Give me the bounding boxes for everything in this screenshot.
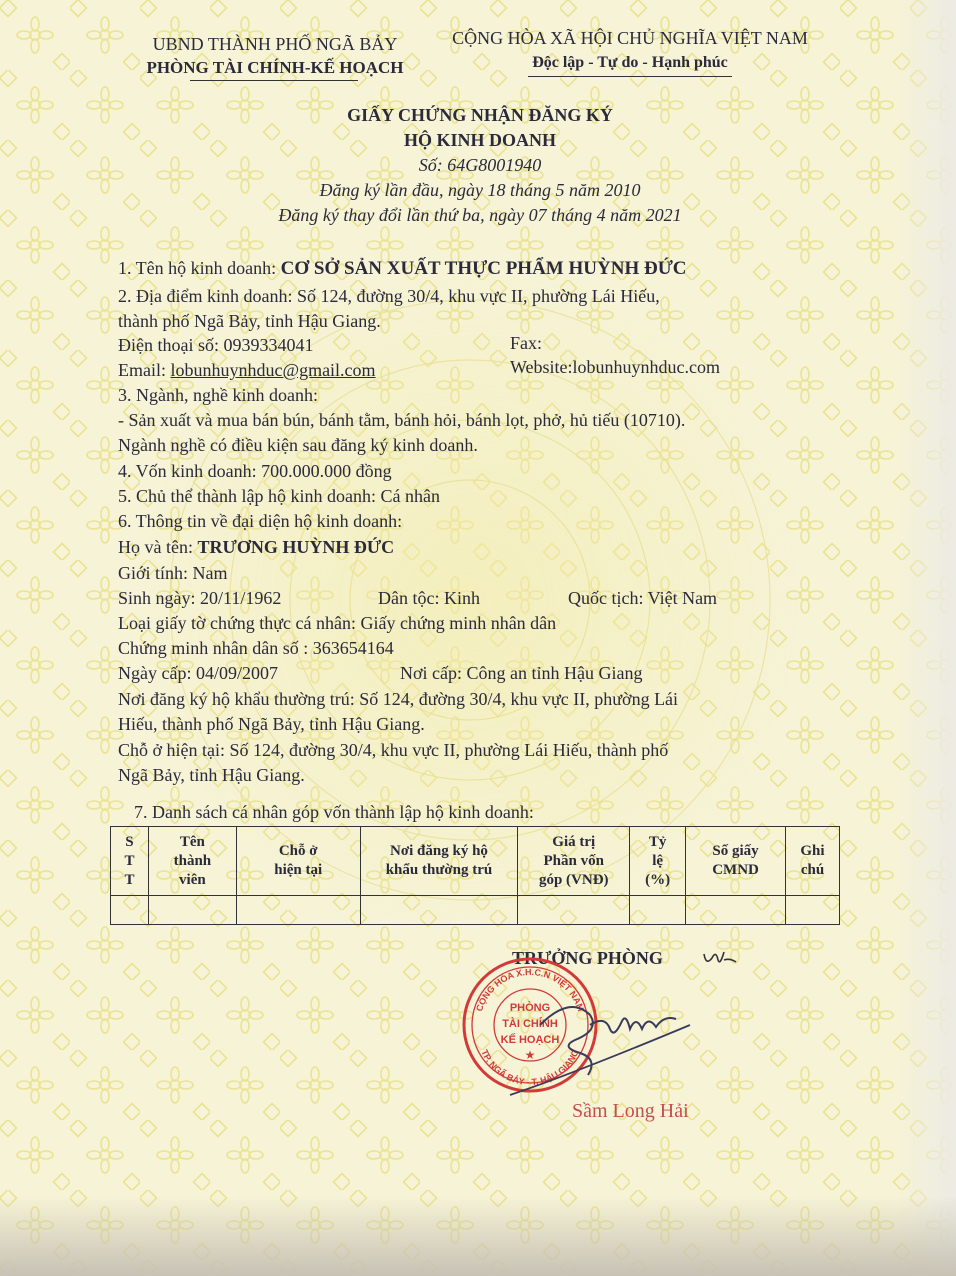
representative-name-label: Họ và tên: xyxy=(118,537,198,557)
business-email-label: Email: xyxy=(118,360,171,380)
issuer-line-1: UBND THÀNH PHỐ NGÃ BẢY xyxy=(152,34,398,54)
members-table-header-row xyxy=(111,827,840,896)
representative-id-number: Chứng minh nhân dân số : 363654164 xyxy=(118,638,394,658)
representative-heading: 6. Thông tin về đại diện hộ kinh doanh: xyxy=(118,511,403,531)
members-table-body xyxy=(111,896,840,925)
business-email-line xyxy=(118,360,376,381)
table-cell xyxy=(518,896,630,925)
sector-item: - Sản xuất và mua bán bún, bánh tằm, bánh hỏi, bánh lọt, phở, hủ tiếu (10710). xyxy=(118,410,686,430)
table-cell xyxy=(630,896,686,925)
first-registration-date: Đăng ký lần đầu, ngày 18 tháng 5 năm 2010 xyxy=(319,180,641,200)
representative-nationality: Quốc tịch: Việt Nam xyxy=(568,588,718,608)
column-header-text: CMND xyxy=(712,862,759,878)
members-table xyxy=(110,826,840,925)
svg-text:TÀI CHÍNH: TÀI CHÍNH xyxy=(502,1018,558,1030)
handwritten-signature xyxy=(480,985,700,1115)
table-cell xyxy=(148,896,236,925)
signer-title: TRƯỞNG PHÒNG xyxy=(512,948,663,968)
representative-name-line xyxy=(118,537,394,558)
representative-dob: Sinh ngày: 20/11/1962 xyxy=(118,588,282,608)
signer-name: Sầm Long Hải xyxy=(572,1100,689,1122)
business-phone: Điện thoại số: 0939334041 xyxy=(118,335,314,355)
svg-text:PHÒNG: PHÒNG xyxy=(509,1002,551,1014)
current-address-line-1: Chỗ ở hiện tại: Số 124, đường 30/4, khu vực II, phường Lái Hiếu, thành phố xyxy=(118,740,669,760)
table-row xyxy=(111,896,840,925)
business-name-line xyxy=(118,258,687,280)
table-surface xyxy=(0,1196,956,1276)
column-header-text: S xyxy=(125,833,134,850)
column-header-text: thành xyxy=(173,852,212,869)
document-subtitle: HỘ KINH DOANH xyxy=(403,130,556,150)
svg-text:TP. NGÃ BẢY - T. HẬU GIANG: TP. NGÃ BẢY - T. HẬU GIANG xyxy=(479,1047,581,1088)
business-capital: 4. Vốn kinh doanh: 700.000.000 đồng xyxy=(118,461,392,481)
table-cell xyxy=(236,896,360,925)
members-table-column-header xyxy=(360,827,518,896)
representative-ethnicity: Dân tộc: Kinh xyxy=(378,588,480,608)
sector-note: Ngành nghề có điều kiện sau đăng ký kinh doanh. xyxy=(118,435,478,455)
members-table-column-header xyxy=(111,827,149,896)
svg-text:KẾ HOẠCH: KẾ HOẠCH xyxy=(500,1034,560,1046)
national-motto: Độc lập - Tự do - Hạnh phúc xyxy=(532,54,728,71)
document-title: GIẤY CHỨNG NHẬN ĐĂNG KÝ xyxy=(347,105,613,125)
representative-issue-date: Ngày cấp: 04/09/2007 xyxy=(118,663,278,683)
column-header-text: Tên xyxy=(179,833,205,850)
members-table-column-header xyxy=(518,827,630,896)
motto-underline xyxy=(528,76,732,77)
members-table-column-header xyxy=(148,827,236,896)
column-header-text: Giá trị xyxy=(552,833,596,850)
column-header-text: chú xyxy=(800,862,825,878)
certificate-number: Số: 64G8001940 xyxy=(418,155,542,175)
current-address-line-2: Ngã Bảy, tỉnh Hậu Giang. xyxy=(118,765,305,785)
table-cell xyxy=(686,896,786,925)
representative-issue-place: Nơi cấp: Công an tỉnh Hậu Giang xyxy=(400,663,643,683)
sector-heading: 3. Ngành, nghề kinh doanh: xyxy=(118,385,318,405)
representative-id-type: Loại giấy tờ chứng thực cá nhân: Giấy chứng minh nhân dân xyxy=(118,613,557,633)
table-cell xyxy=(360,896,518,925)
column-header-text: góp (VNĐ) xyxy=(538,871,609,888)
representative-gender: Giới tính: Nam xyxy=(118,563,228,583)
business-name-label: 1. Tên hộ kinh doanh: xyxy=(118,258,281,278)
business-name-value: CƠ SỞ SẢN XUẤT THỰC PHẨM HUỲNH ĐỨC xyxy=(280,258,687,279)
members-table-column-header xyxy=(630,827,686,896)
issuer-line-2: PHÒNG TÀI CHÍNH-KẾ HOẠCH xyxy=(146,58,404,77)
paper-edge-shadow xyxy=(896,0,956,1276)
members-table-column-header xyxy=(686,827,786,896)
column-header-text: Phần vốn xyxy=(543,852,604,869)
members-table-heading: 7. Danh sách cá nhân góp vốn thành lập hộ kinh doanh: xyxy=(134,802,534,822)
column-header-text: khẩu thường trú xyxy=(385,862,493,878)
change-registration-date: Đăng ký thay đổi lần thứ ba, ngày 07 tháng 4 năm 2021 xyxy=(278,205,682,225)
table-cell xyxy=(785,896,839,925)
column-header-text: (%) xyxy=(645,871,671,888)
column-header-text: T xyxy=(124,852,135,869)
business-website: Website:lobunhuynhduc.com xyxy=(510,357,721,377)
column-header-text: lệ xyxy=(652,852,664,869)
permanent-address-line-1: Nơi đăng ký hộ khẩu thường trú: Số 124, đường 30/4, khu vực II, phường Lái xyxy=(118,689,679,709)
column-header-text: viên xyxy=(179,871,206,888)
representative-name-value: TRƯƠNG HUỲNH ĐỨC xyxy=(197,537,395,557)
column-header-text: Số giấy xyxy=(712,843,759,859)
initial-mark xyxy=(700,940,740,970)
column-header-text: Chỗ ở xyxy=(278,843,318,859)
members-table-column-header xyxy=(236,827,360,896)
founder-type: 5. Chủ thể thành lập hộ kinh doanh: Cá nhân xyxy=(118,486,440,506)
business-email-link[interactable]: lobunhuynhduc@gmail.com xyxy=(170,360,376,380)
column-header-text: Tỷ xyxy=(648,833,667,850)
column-header-text: hiện tại xyxy=(274,862,323,878)
svg-text:★: ★ xyxy=(524,1048,536,1062)
column-header-text: Nơi đăng ký hộ xyxy=(389,843,488,859)
members-table-column-header xyxy=(785,827,839,896)
svg-text:CỘNG HÒA X.H.C.N VIỆT NAM: CỘNG HÒA X.H.C.N VIỆT NAM xyxy=(474,966,586,1013)
business-address-line-2: thành phố Ngã Bảy, tỉnh Hậu Giang. xyxy=(118,311,381,331)
issuer-underline xyxy=(190,80,358,81)
permanent-address-line-2: Hiếu, thành phố Ngã Bảy, tỉnh Hậu Giang. xyxy=(118,714,425,734)
column-header-text: T xyxy=(124,871,135,888)
business-address-line-1: 2. Địa điểm kinh doanh: Số 124, đường 30/4, khu vực II, phường Lái Hiếu, xyxy=(118,286,660,306)
national-title: CỘNG HÒA XÃ HỘI CHỦ NGHĨA VIỆT NAM xyxy=(452,28,808,48)
business-fax: Fax: xyxy=(510,333,543,353)
table-cell xyxy=(111,896,149,925)
column-header-text: Ghi xyxy=(800,843,825,859)
